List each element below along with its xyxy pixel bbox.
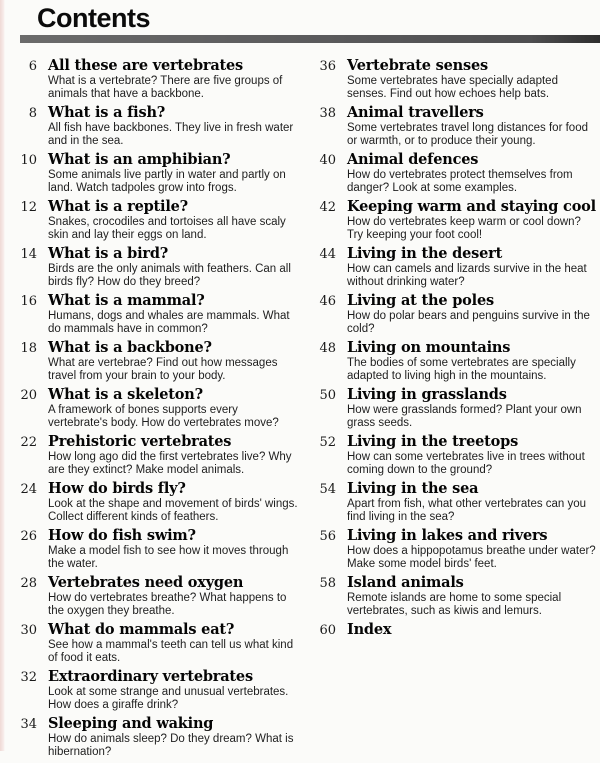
entry-title: Living in the sea [347, 480, 479, 498]
entry-body [48, 528, 299, 571]
entry-title: Living in lakes and rivers [347, 527, 548, 545]
toc-entry [310, 293, 600, 336]
entry-title: Living in the desert [347, 245, 503, 263]
entry-body [48, 481, 299, 524]
entry-description: Some vertebrates travel long distances for food or warmth, or to produce their young. [347, 122, 588, 148]
entry-body [48, 199, 299, 242]
page-title: Contents [37, 3, 150, 33]
entry-description: Remote islands are home to some special vertebrates, such as kiwis and lemurs. [347, 592, 562, 618]
entry-description: Birds are the only animals with feathers. Can all birds fly? How do they breed? [48, 263, 291, 289]
toc-entry [310, 481, 600, 524]
entry-body [48, 152, 299, 195]
toc-entry [310, 246, 600, 289]
toc-entry [310, 434, 600, 477]
entry-title: Living on mountains [347, 339, 511, 357]
entry-title: What is a bird? [48, 245, 169, 263]
toc-entry [310, 152, 600, 195]
toc-column [11, 58, 301, 763]
toc-entry [310, 105, 600, 148]
entry-title: Vertebrates need oxygen [48, 574, 244, 592]
entry-description: All fish have backbones. They live in fresh water and in the sea. [48, 122, 294, 148]
toc-entry [310, 528, 600, 571]
entry-title: Island animals [347, 574, 464, 592]
entry-title: Index [347, 621, 392, 639]
entry-body [48, 434, 299, 477]
toc-entry [11, 481, 301, 524]
entry-title: How do birds fly? [48, 480, 186, 498]
page-number: 28 [20, 576, 37, 592]
entry-body [347, 481, 598, 524]
toc-entry [310, 199, 600, 242]
entry-description: See how a mammal's teeth can tell us what kind of food it eats. [48, 639, 294, 665]
entry-title: Animal travellers [347, 104, 484, 122]
toc-entry [11, 716, 301, 759]
entry-body [347, 293, 598, 336]
page-number: 10 [20, 153, 37, 169]
page-number: 54 [319, 482, 336, 498]
entry-description: Snakes, crocodiles and tortoises all have scaly skin and lay their eggs on land. [48, 216, 286, 242]
entry-title: What is an amphibian? [48, 151, 231, 169]
entry-body [48, 622, 299, 665]
entry-title: Animal defences [347, 151, 479, 169]
page-number: 42 [319, 200, 336, 216]
entry-description: What is a vertebrate? There are five groups of animals that have a backbone. [48, 75, 283, 101]
entry-description: How long ago did the first vertebrates live? Why are they extinct? Make model animals. [48, 451, 292, 477]
toc-entry [11, 528, 301, 571]
page-number: 60 [319, 623, 336, 639]
page-number: 34 [20, 717, 37, 733]
toc-entry [11, 152, 301, 195]
page-number: 50 [319, 388, 336, 404]
entry-title: Extraordinary vertebrates [48, 668, 253, 686]
entry-title: Living in grasslands [347, 386, 507, 404]
table-of-contents [0, 43, 600, 763]
page-number: 18 [20, 341, 37, 357]
entry-description: How do polar bears and penguins survive in the cold? [347, 310, 590, 336]
toc-entry [11, 622, 301, 665]
entry-title: All these are vertebrates [48, 57, 243, 75]
entry-body [48, 293, 299, 336]
page-number: 56 [319, 529, 336, 545]
toc-entry [11, 669, 301, 712]
page-number: 38 [319, 106, 336, 122]
title-rule [20, 35, 600, 43]
toc-entry [310, 622, 600, 639]
entry-body [347, 199, 598, 242]
entry-description: How were grasslands formed? Plant your own grass seeds. [347, 404, 582, 430]
toc-entry [310, 58, 600, 101]
entry-title: What is a fish? [48, 104, 166, 122]
page-number: 48 [319, 341, 336, 357]
entry-body [48, 575, 299, 618]
contents-header [0, 0, 600, 43]
toc-entry [310, 387, 600, 430]
entry-description: How do vertebrates protect themselves from danger? Look at some examples. [347, 169, 573, 195]
toc-column [310, 58, 600, 763]
page-number: 26 [20, 529, 37, 545]
toc-entry [11, 575, 301, 618]
entry-body [347, 340, 598, 383]
toc-entry [11, 434, 301, 477]
entry-description: Apart from fish, what other vertebrates can you find living in the sea? [347, 498, 587, 524]
entry-description: How can camels and lizards survive in the heat without drinking water? [347, 263, 587, 289]
toc-entry [310, 340, 600, 383]
toc-entry [11, 199, 301, 242]
page-number: 16 [20, 294, 37, 310]
entry-title: What do mammals eat? [48, 621, 235, 639]
page-number: 32 [20, 670, 37, 686]
entry-title: What is a skeleton? [48, 386, 203, 404]
toc-entry [11, 105, 301, 148]
entry-title: What is a reptile? [48, 198, 188, 216]
entry-body [347, 622, 391, 638]
entry-description: Make a model fish to see how it moves through the water. [48, 545, 289, 571]
page-number: 20 [20, 388, 37, 404]
entry-title: Living at the poles [347, 292, 494, 310]
toc-entry [11, 246, 301, 289]
toc-entry [310, 575, 600, 618]
entry-title: What is a backbone? [48, 339, 212, 357]
entry-description: Look at some strange and unusual vertebrates. How does a giraffe drink? [48, 686, 289, 712]
page-number: 52 [319, 435, 336, 451]
entry-description: How does a hippopotamus breathe under water? Make some model birds' feet. [347, 545, 596, 571]
entry-body [347, 575, 598, 618]
entry-description: Some vertebrates have specially adapted senses. Find out how echoes help bats. [347, 75, 558, 101]
entry-body [347, 152, 598, 195]
entry-body [347, 434, 598, 477]
entry-body [347, 58, 598, 101]
entry-body [48, 716, 299, 759]
entry-body [48, 669, 299, 712]
entry-title: Keeping warm and staying cool [347, 198, 596, 216]
page-number: 58 [319, 576, 336, 592]
entry-title: Living in the treetops [347, 433, 519, 451]
entry-description: Humans, dogs and whales are mammals. What do mammals have in common? [48, 310, 290, 336]
entry-body [48, 58, 299, 101]
entry-description: How do vertebrates breathe? What happens to the oxygen they breathe. [48, 592, 287, 618]
entry-description: Some animals live partly in water and partly on land. Watch tadpoles grow into frogs. [48, 169, 286, 195]
scan-edge-artifact [0, 0, 5, 751]
page-number: 36 [319, 59, 336, 75]
entry-description: Look at the shape and movement of birds' wings. Collect different kinds of feathers. [48, 498, 298, 524]
entry-title: What is a mammal? [48, 292, 205, 310]
entry-description: How do animals sleep? Do they dream? What is hibernation? [48, 733, 294, 759]
page-number: 46 [319, 294, 336, 310]
page-number: 14 [20, 247, 37, 263]
entry-description: What are vertebrae? Find out how messages travel from your brain to your body. [48, 357, 278, 383]
entry-body [48, 246, 299, 289]
entry-title: Prehistoric vertebrates [48, 433, 232, 451]
entry-body [347, 246, 598, 289]
entry-title: Vertebrate senses [347, 57, 488, 75]
entry-title: How do fish swim? [48, 527, 196, 545]
toc-entry [11, 340, 301, 383]
entry-description: The bodies of some vertebrates are specially adapted to living high in the mountains. [347, 357, 576, 383]
page-number: 44 [319, 247, 336, 263]
page-number: 22 [20, 435, 37, 451]
page-number: 12 [20, 200, 37, 216]
entry-body [48, 105, 299, 148]
entry-description: How do vertebrates keep warm or cool down? Try keeping your foot cool! [347, 216, 581, 242]
entry-body [48, 340, 299, 383]
entry-title: Sleeping and waking [48, 715, 214, 733]
page-number: 6 [28, 59, 37, 75]
entry-body [347, 105, 598, 148]
entry-description: How can some vertebrates live in trees without coming down to the ground? [347, 451, 585, 477]
page-number: 40 [319, 153, 336, 169]
entry-description: A framework of bones supports every vertebrate's body. How do vertebrates move? [48, 404, 279, 430]
entry-body [347, 528, 598, 571]
page-number: 8 [28, 106, 37, 122]
entry-body [347, 387, 598, 430]
page-number: 30 [20, 623, 37, 639]
entry-body [48, 387, 299, 430]
toc-entry [11, 293, 301, 336]
toc-entry [11, 58, 301, 101]
toc-entry [11, 387, 301, 430]
page-number: 24 [20, 482, 37, 498]
